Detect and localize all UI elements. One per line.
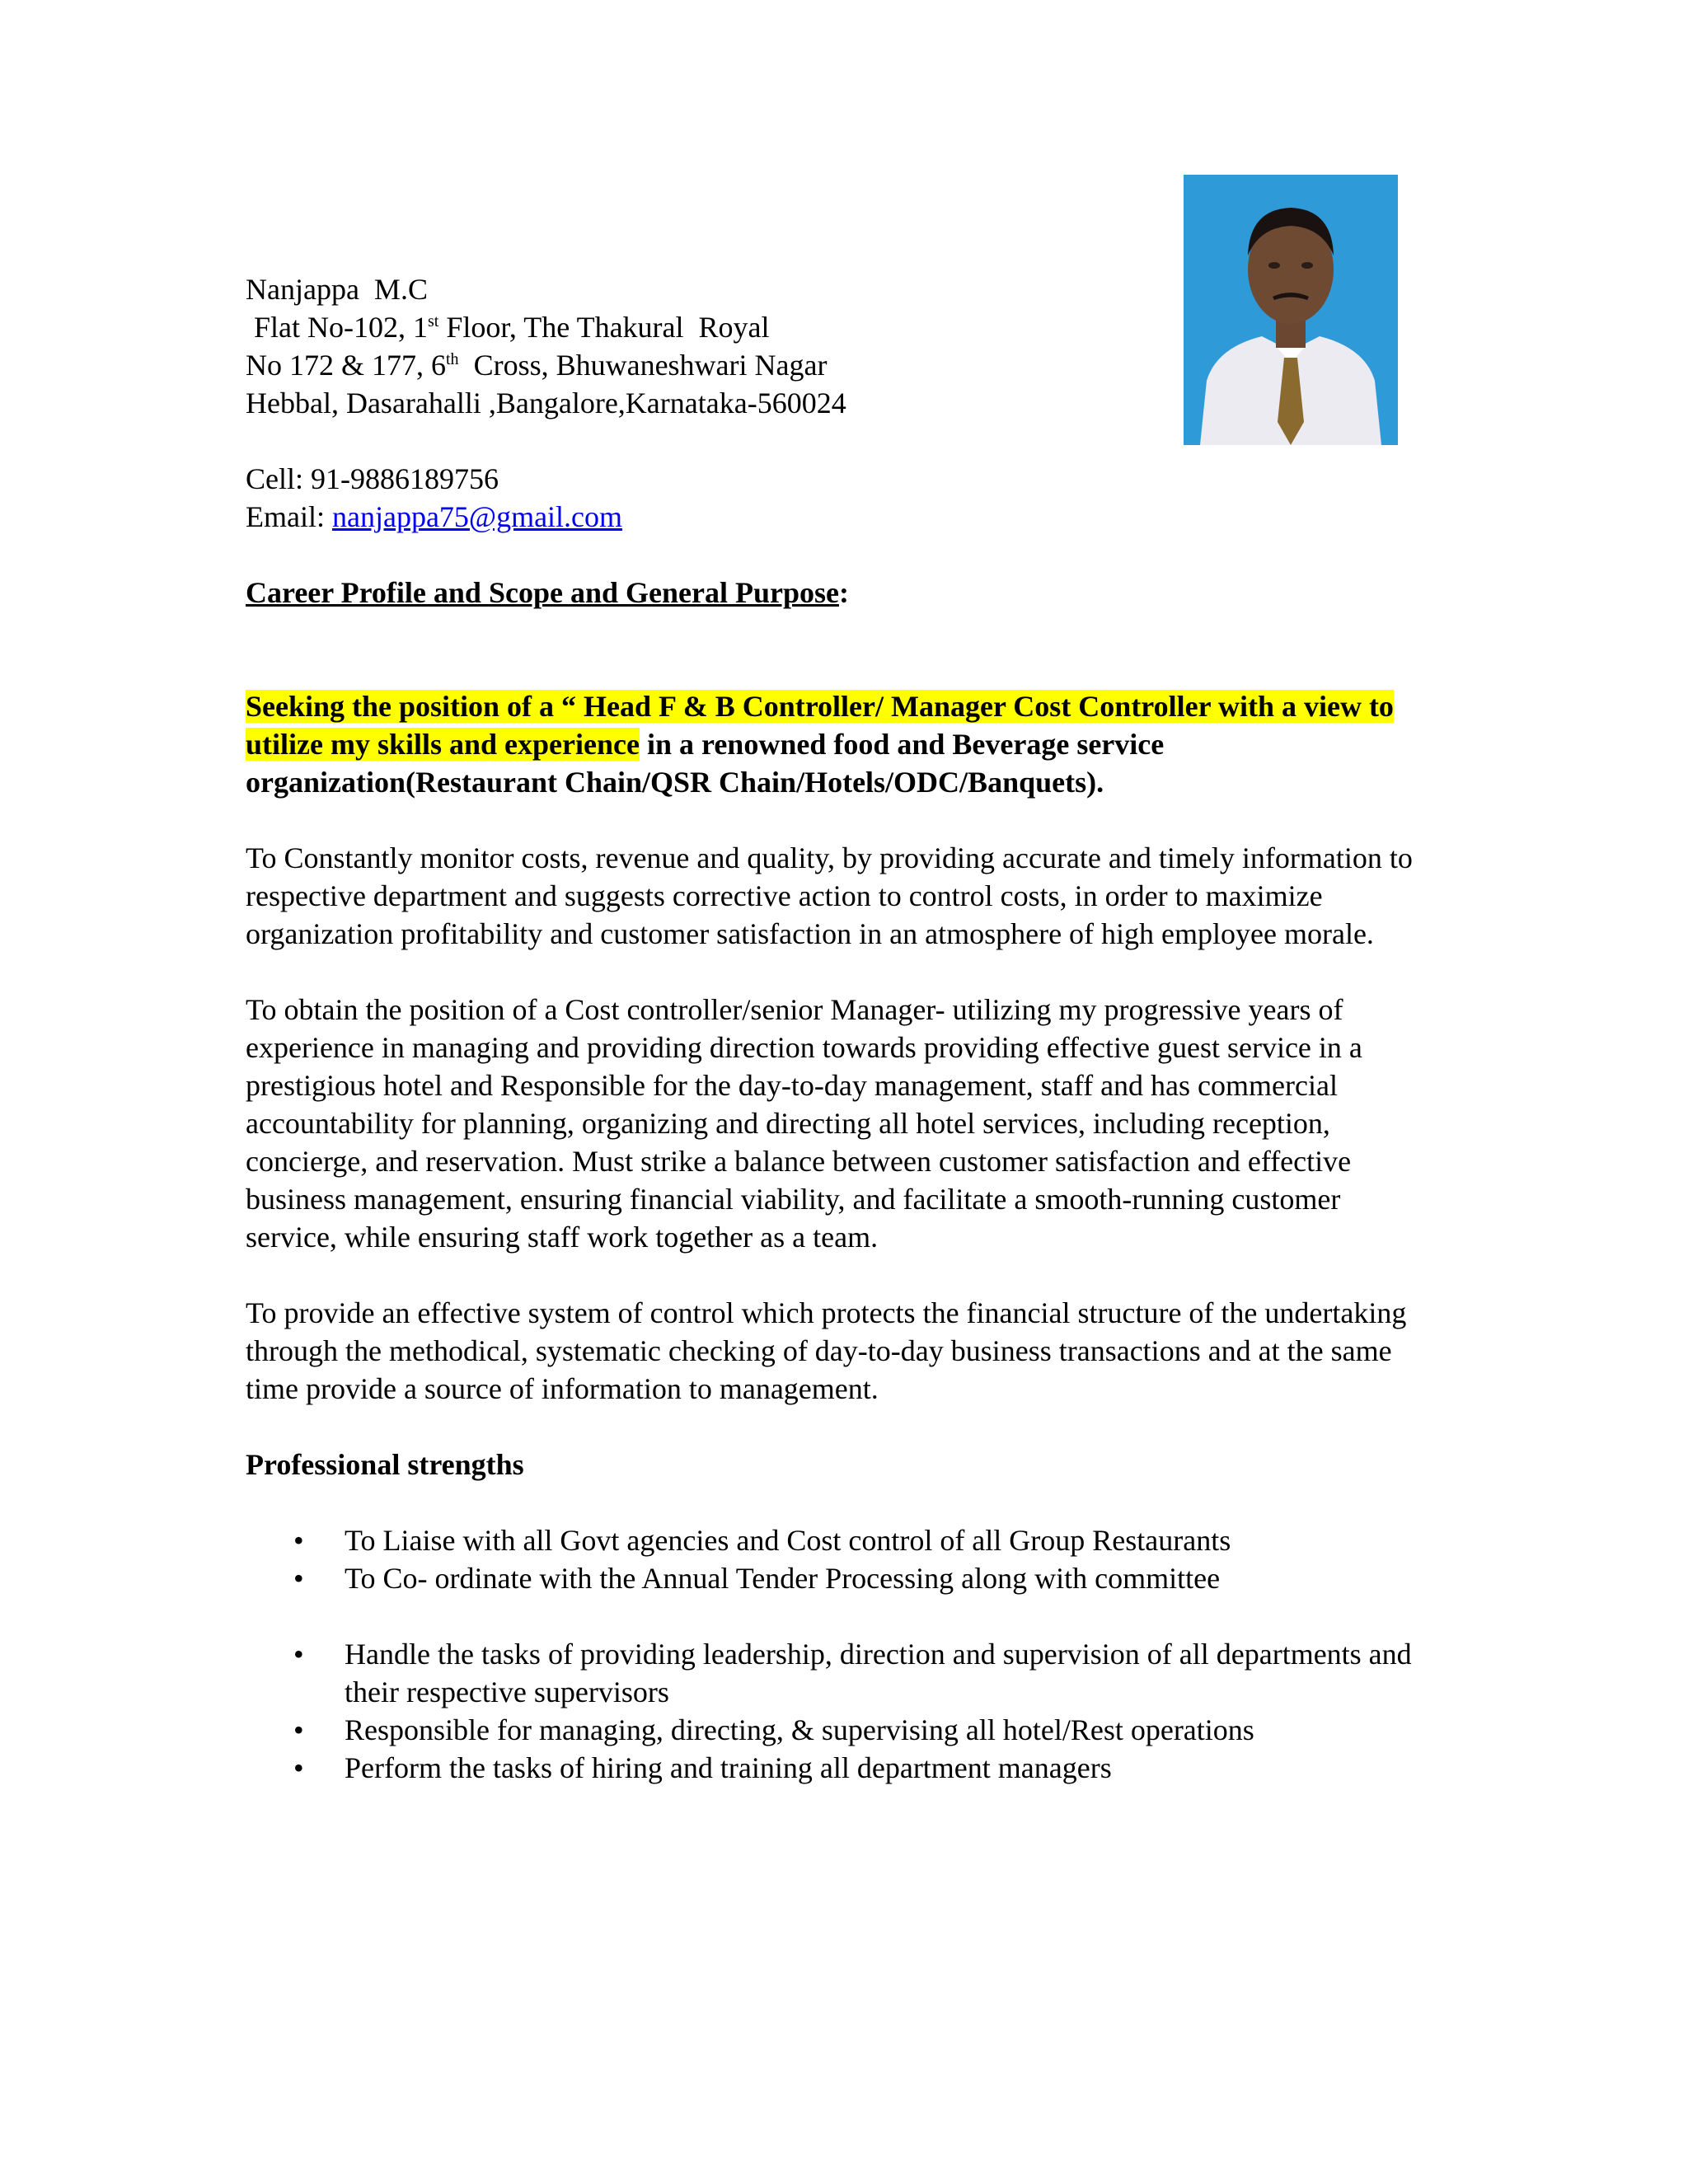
bullet-icon: • — [293, 1524, 304, 1557]
list-item: • Perform the tasks of hiring and training all department managers — [246, 1749, 1432, 1787]
career-objective — [246, 687, 1432, 801]
email-label: Email: — [246, 500, 332, 533]
strengths-list-2 — [246, 1635, 1432, 1787]
list-item: • To Co- ordinate with the Annual Tender Processing along with committee — [246, 1559, 1432, 1597]
list-item: • To Liaise with all Govt agencies and Cost control of all Group Restaurants — [246, 1521, 1432, 1559]
bullet-icon: • — [293, 1638, 304, 1671]
career-paragraph-2: To obtain the position of a Cost controller/senior Manager- utilizing my progressive years of experience in managing and providing direction towards providing effective guest service in a prestigious hotel and Responsible for the day-to-day management, staff and has commercial accountability for planning, organizing and directing all hotel services, including reception, concierge, and reservation. Must strike a balance between customer satisfaction and effective business management, ensuring financial viability, and facilitate a smooth-running customer service, while ensuring staff work together as a team. — [246, 993, 1362, 1254]
professional-strengths-heading: Professional strengths — [246, 1448, 524, 1481]
career-paragraph-1: To Constantly monitor costs, revenue and quality, by providing accurate and timely information to respective department and suggests corrective action to control costs, in order to maximize organization profitability and customer satisfaction in an atmosphere of high employee morale. — [246, 841, 1413, 950]
career-profile-heading: Career Profile and Scope and General Purpose: — [246, 576, 849, 609]
address-line-2: No 172 & 177, 6th Cross, Bhuwaneshwari Nagar — [246, 349, 828, 382]
contact-name: Nanjappa M.C — [246, 273, 428, 306]
bullet-icon: • — [293, 1562, 304, 1595]
bullet-icon: • — [293, 1751, 304, 1784]
resume-content — [246, 270, 1432, 1787]
strengths-list-1 — [246, 1521, 1432, 1597]
objective-highlight: Seeking the position of a “ Head F & B Controller/ Manager Cost Controller with a view to utilize my skills and experience — [246, 690, 1394, 761]
career-paragraph-3: To provide an effective system of control which protects the financial structure of the undertaking through the methodical, systematic checking of day-to-day business transactions and at the same time provide a source of information to management. — [246, 1296, 1407, 1405]
list-item: • Handle the tasks of providing leadership, direction and supervision of all departments and their respective supervisors — [246, 1635, 1432, 1711]
cell-number: Cell: 91-9886189756 — [246, 462, 499, 495]
objective-rest: in a renowned food and Beverage service organization(Restaurant Chain/QSR Chain/Hotels/ODC/Banquets). — [246, 728, 1165, 799]
address-line-1: Flat No-102, 1st Floor, The Thakural Royal — [254, 311, 770, 344]
bullet-icon: • — [293, 1713, 304, 1746]
email-link[interactable]: nanjappa75@gmail.com — [331, 500, 623, 533]
list-item: • Responsible for managing, directing, & supervising all hotel/Rest operations — [246, 1711, 1432, 1749]
email-line — [246, 498, 1432, 536]
address-line-3: Hebbal, Dasarahalli ,Bangalore,Karnataka-560024 — [246, 387, 846, 419]
